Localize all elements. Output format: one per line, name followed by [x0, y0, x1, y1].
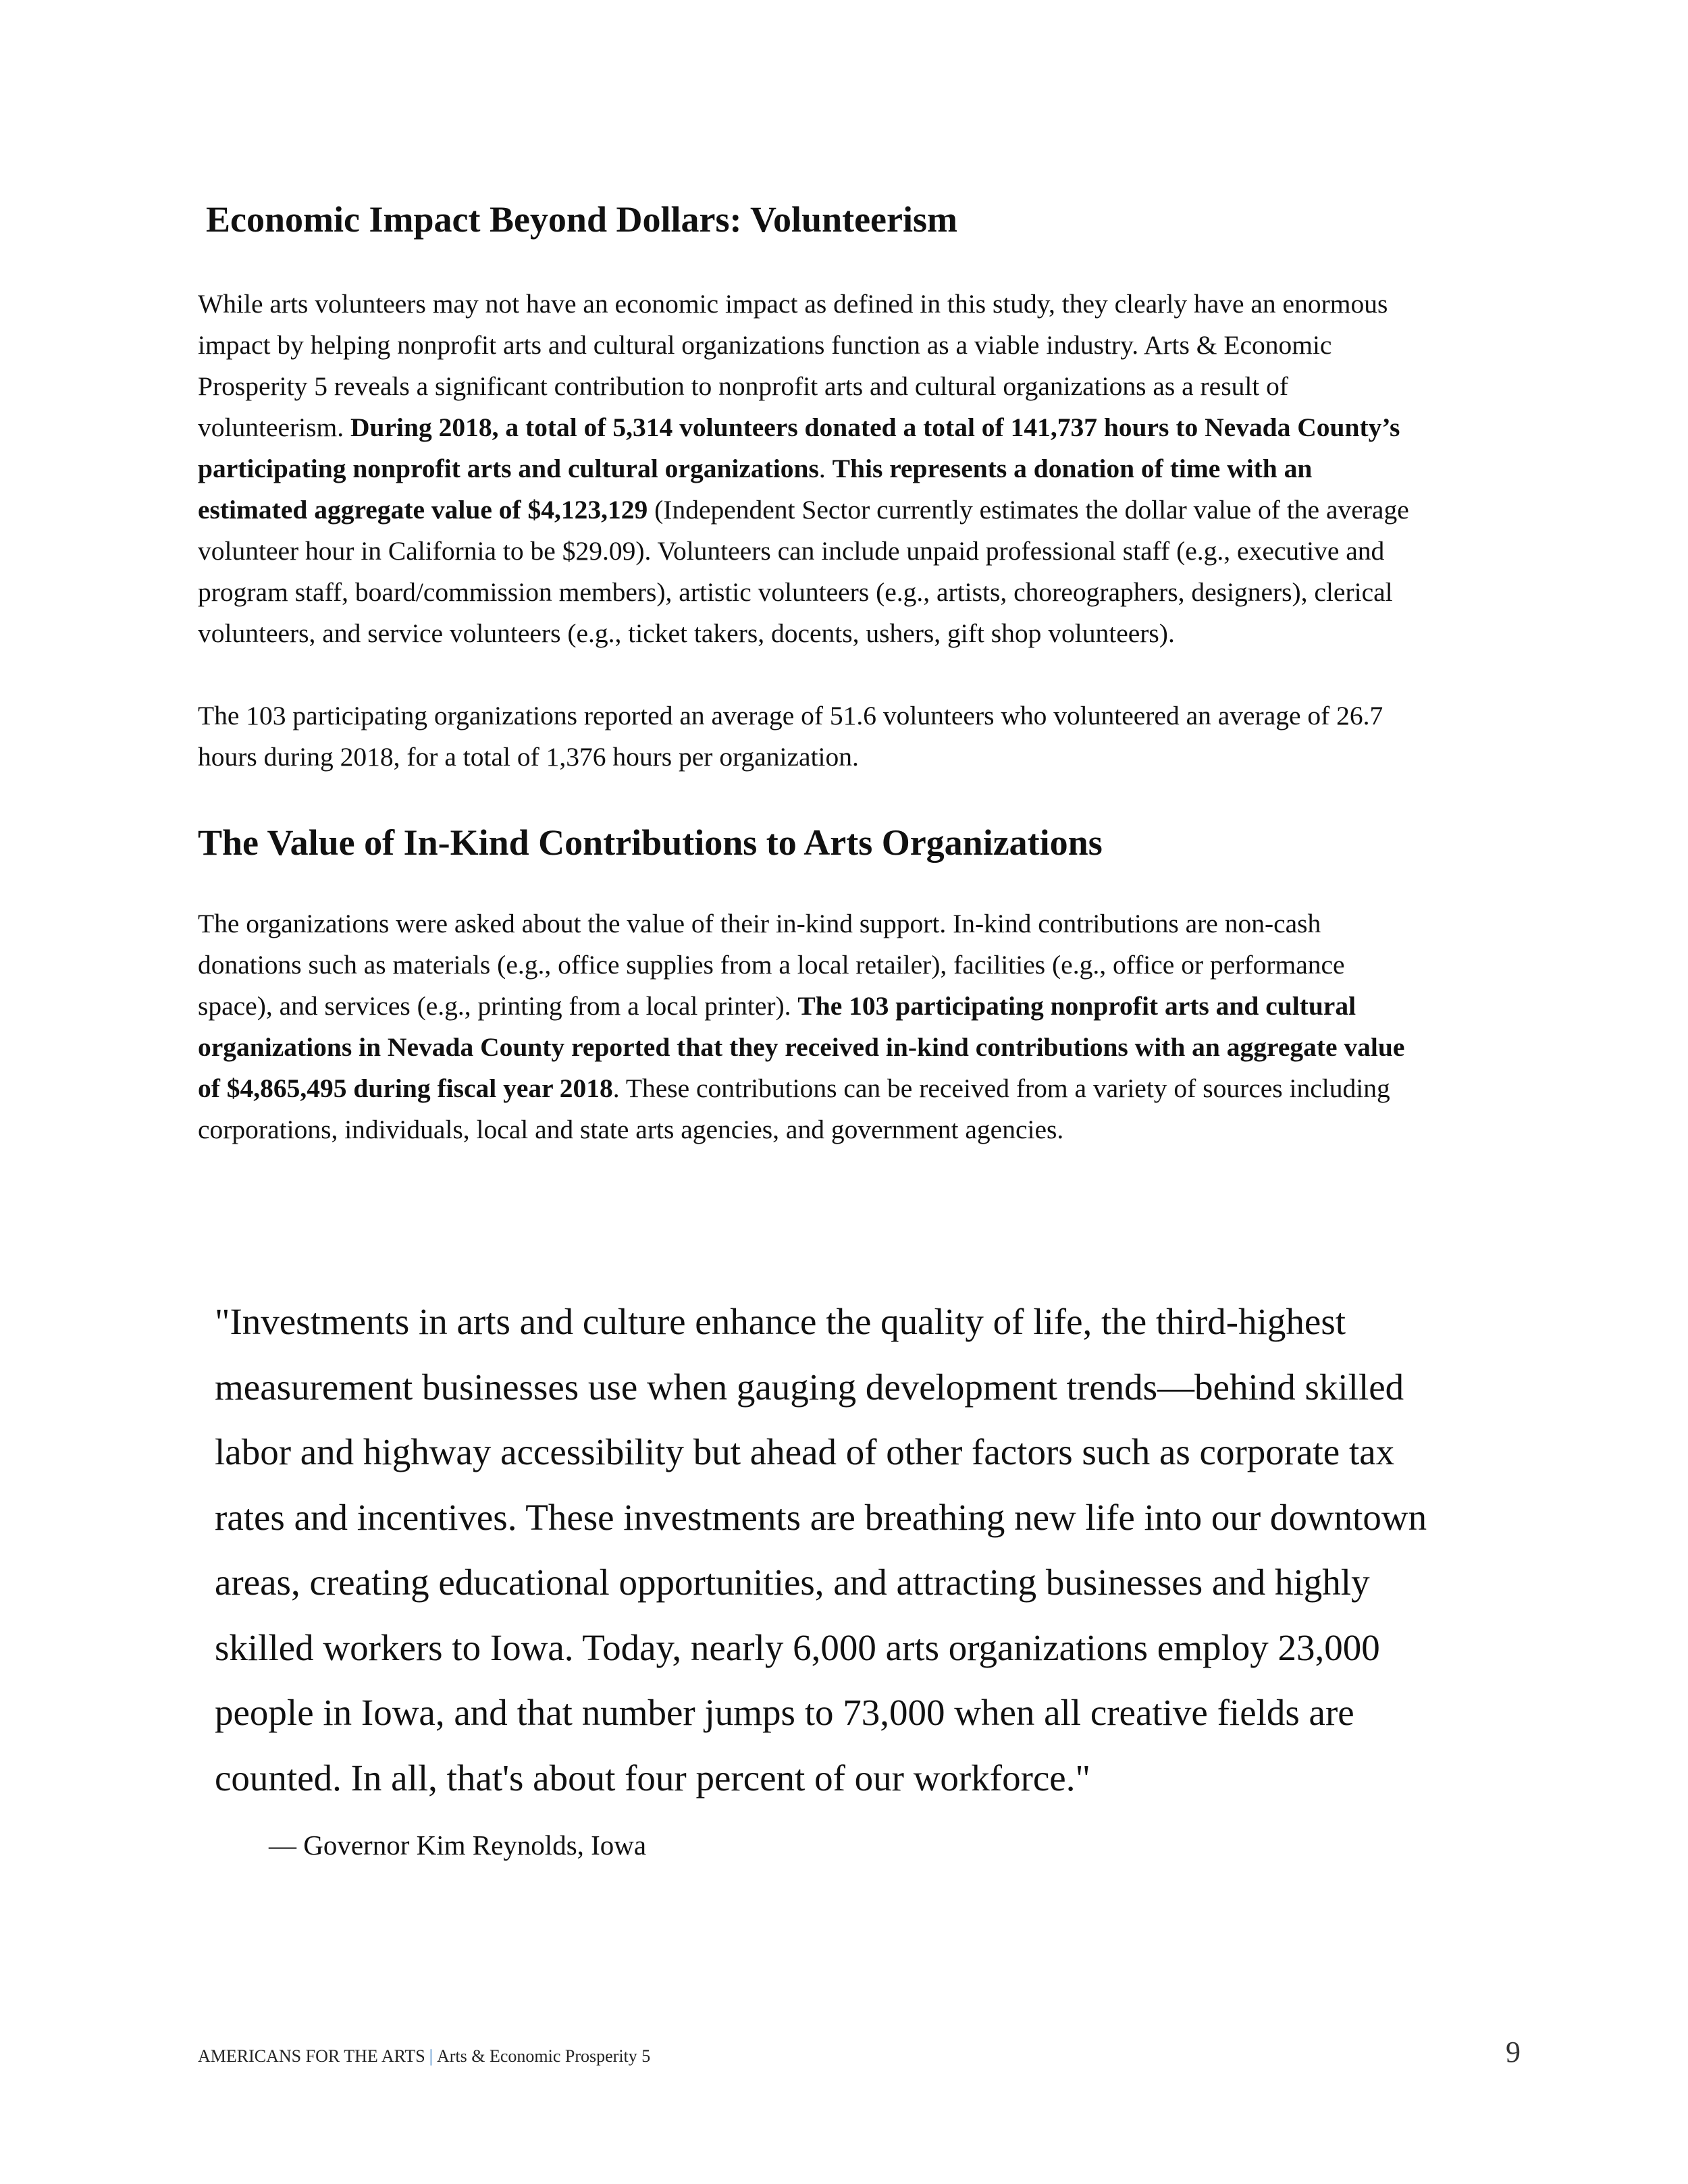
text-line: corporations, individuals, local and state arts agencies, and government agencies. [198, 1115, 1064, 1144]
volunteer-averages-paragraph [198, 695, 1548, 778]
text-line [198, 407, 1548, 448]
text-line: While arts volunteers may not have an economic impact as defined in this study, they clearly have an enormous [198, 289, 1388, 319]
text-line: Prosperity 5 reveals a significant contribution to nonprofit arts and cultural organizations as a result of [198, 371, 1289, 401]
governor-quote [215, 1289, 1565, 1811]
text-line: The 103 participating organizations reported an average of 51.6 volunteers who volunteered an average of 26.7 [198, 701, 1383, 730]
bold-text-run: participating nonprofit arts and cultural organizations [198, 454, 819, 483]
text-run: (Independent Sector currently estimates the dollar value of the average [648, 495, 1409, 525]
text-line [198, 986, 1548, 1027]
text-run: space), and services (e.g., printing from a local printer). [198, 991, 798, 1021]
text-line: volunteers, and service volunteers (e.g., ticket takers, docents, ushers, gift shop volunteers). [198, 618, 1175, 648]
quote-line: rates and incentives. These investments are breathing new life into our downtown [215, 1496, 1427, 1538]
quote-line: measurement businesses use when gauging development trends—behind skilled [215, 1366, 1404, 1408]
bold-text-run: of $4,865,495 during fiscal year 2018 [198, 1073, 613, 1103]
in-kind-paragraph [198, 903, 1548, 1150]
text-line [198, 1027, 1548, 1068]
volunteerism-paragraph [198, 284, 1548, 654]
section-heading-volunteerism: Economic Impact Beyond Dollars: Volunteerism [206, 199, 957, 240]
quote-line: labor and highway accessibility but ahead of other factors such as corporate tax [215, 1431, 1395, 1472]
quote-line: skilled workers to Iowa. Today, nearly 6,000 arts organizations employ 23,000 [215, 1626, 1380, 1668]
footer-publication: Arts & Economic Prosperity 5 [436, 2046, 651, 2066]
text-line [198, 489, 1548, 531]
bold-text-run: During 2018, a total of 5,314 volunteers donated a total of 141,737 hours to Nevada County’s [350, 412, 1400, 442]
section-heading-in-kind: The Value of In-Kind Contributions to Arts Organizations [198, 822, 1103, 863]
quote-attribution: — Governor Kim Reynolds, Iowa [269, 1830, 647, 1861]
quote-line: "Investments in arts and culture enhance the quality of life, the third-highest [215, 1301, 1346, 1342]
text-line: donations such as materials (e.g., office supplies from a local retailer), facilities (e.g., office or performance [198, 950, 1345, 980]
quote-line: people in Iowa, and that number jumps to 73,000 when all creative fields are [215, 1692, 1354, 1733]
text-line: volunteer hour in California to be $29.09). Volunteers can include unpaid professional staff (e.g., executive and [198, 536, 1385, 566]
text-run: volunteerism. [198, 412, 350, 442]
quote-line: areas, creating educational opportunities, and attracting businesses and highly [215, 1562, 1370, 1603]
footer-separator: | [429, 2046, 433, 2066]
text-line [198, 448, 1548, 489]
footer-org: AMERICANS FOR THE ARTS [198, 2046, 425, 2066]
text-line: impact by helping nonprofit arts and cultural organizations function as a viable industry. Arts & Economic [198, 330, 1332, 360]
quote-line: counted. In all, that's about four percent of our workforce." [215, 1757, 1090, 1799]
text-line: hours during 2018, for a total of 1,376 hours per organization. [198, 742, 859, 772]
text-line: program staff, board/commission members), artistic volunteers (e.g., artists, choreographers, designers), clerical [198, 577, 1393, 607]
bold-text-run: estimated aggregate value of $4,123,129 [198, 495, 648, 525]
text-line [198, 1068, 1548, 1109]
text-run: . [818, 454, 833, 483]
text-run: . These contributions can be received from a variety of sources including [612, 1073, 1390, 1103]
bold-text-run: The 103 participating nonprofit arts and cultural [797, 991, 1356, 1021]
bold-text-run: This represents a donation of time with an [832, 454, 1313, 483]
page-number: 9 [1506, 2035, 1521, 2069]
bold-text-run: organizations in Nevada County reported that they received in-kind contributions with an aggregate value [198, 1032, 1405, 1062]
page-footer [198, 2043, 650, 2070]
text-line: The organizations were asked about the value of their in-kind support. In-kind contributions are non-cash [198, 909, 1321, 938]
